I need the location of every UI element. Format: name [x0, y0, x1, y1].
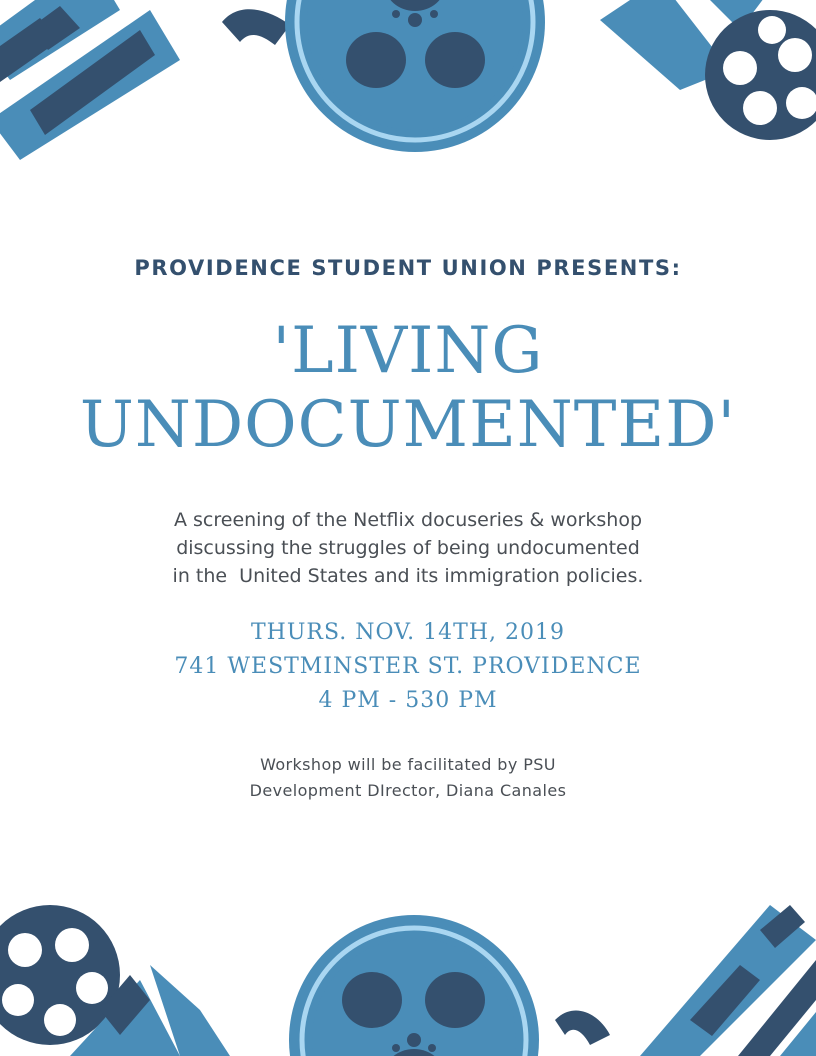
- film-reel-icon: [222, 0, 545, 152]
- film-strip-icon: [640, 905, 816, 1056]
- film-reel-icon: [0, 905, 230, 1056]
- event-title-line-1: 'LIVING: [272, 314, 544, 388]
- facilitator-line-2: Development DIrector, Diana Canales: [249, 781, 567, 800]
- presenter-heading: PROVIDENCE STUDENT UNION PRESENTS:: [134, 256, 682, 280]
- event-description: [0, 506, 816, 590]
- clapperboard-icon: [0, 0, 180, 160]
- event-title-line-2: UNDOCUMENTED': [79, 388, 737, 462]
- event-time: 4 PM - 530 PM: [318, 688, 498, 713]
- film-reel-icon: [289, 915, 610, 1056]
- event-title: [0, 314, 816, 462]
- facilitator-note: [0, 752, 816, 804]
- description-line-1: A screening of the Netflix docuseries & workshop: [173, 509, 642, 531]
- event-date: THURS. NOV. 14TH, 2019: [251, 620, 565, 645]
- event-details: [0, 616, 816, 718]
- event-location: 741 WESTMINSTER ST. PROVIDENCE: [174, 654, 642, 679]
- facilitator-line-1: Workshop will be facilitated by PSU: [260, 755, 556, 774]
- description-line-3: in the United States and its immigration policies.: [172, 565, 644, 587]
- description-line-2: discussing the struggles of being undocumented: [176, 537, 640, 559]
- film-reel-icon: [600, 0, 816, 140]
